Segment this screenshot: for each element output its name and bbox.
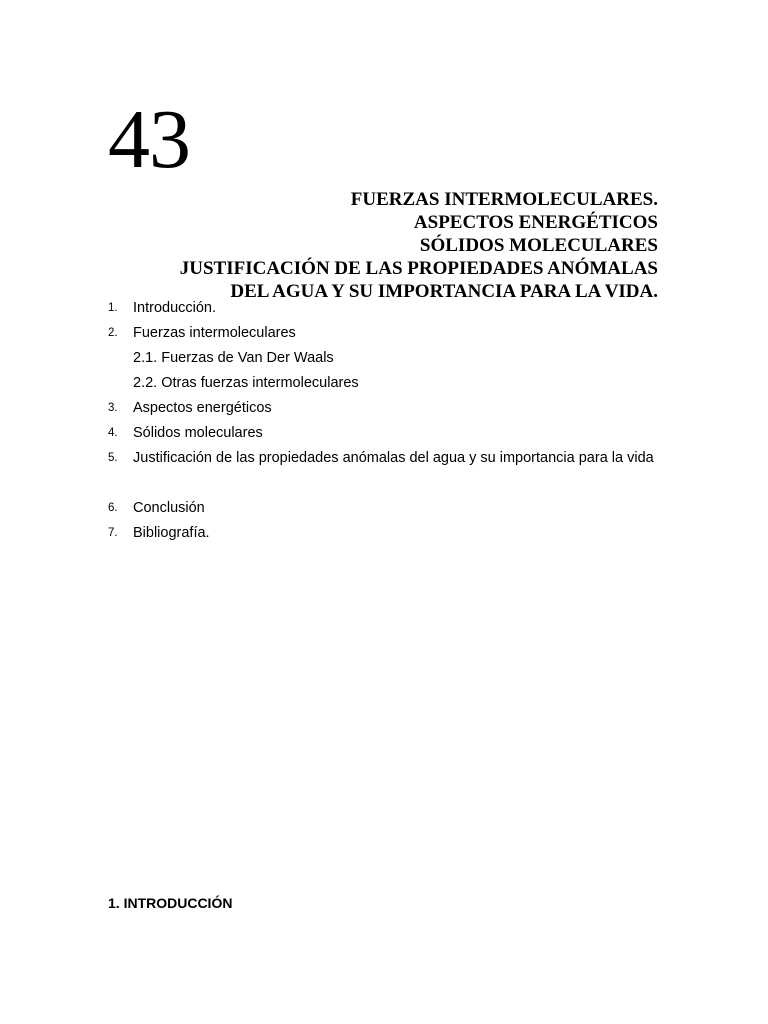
section-heading: 1. INTRODUCCIÓN [108,895,233,911]
toc-item [108,496,668,521]
toc-item [108,521,668,546]
toc-item-number: 2. [108,327,118,339]
toc-item-number: 3. [108,402,118,414]
toc-item-text: Justificación de las propiedades anómalas del agua y su importancia para la vida [133,450,654,466]
toc-item-text: Fuerzas intermoleculares [133,325,296,341]
toc-item-text: Bibliografía. [133,525,210,541]
toc-item [108,321,668,346]
toc-item [108,446,668,496]
title-line: FUERZAS INTERMOLECULARES. [350,189,658,210]
toc-item-number: 5. [108,452,118,464]
toc-item-number: 1. [108,302,118,314]
toc-item [108,421,668,446]
toc-item-text: Sólidos moleculares [133,425,263,441]
title-line: ASPECTOS ENERGÉTICOS [413,212,658,233]
toc-subitem-text: 2.1. Fuerzas de Van Der Waals [133,350,334,366]
title-line: SÓLIDOS MOLECULARES [419,235,658,256]
toc-item-number: 4. [108,427,118,439]
toc-item-text: Conclusión [133,500,205,516]
document-title [98,188,658,303]
toc-item [108,396,668,421]
title-line: DEL AGUA Y SU IMPORTANCIA PARA LA VIDA. [230,281,658,302]
title-line: JUSTIFICACIÓN DE LAS PROPIEDADES ANÓMALAS [179,258,658,279]
toc-subitem-text: 2.2. Otras fuerzas intermoleculares [133,375,359,391]
toc-item [108,296,668,321]
topic-number: 43 [108,93,190,186]
table-of-contents [108,296,668,546]
toc-item-number: 7. [108,527,118,539]
toc-subitem [108,371,668,396]
toc-item-text: Aspectos energéticos [133,400,272,416]
toc-item-text: Introducción. [133,300,217,316]
toc-subitem [108,346,668,371]
toc-item-number: 6. [108,502,118,514]
